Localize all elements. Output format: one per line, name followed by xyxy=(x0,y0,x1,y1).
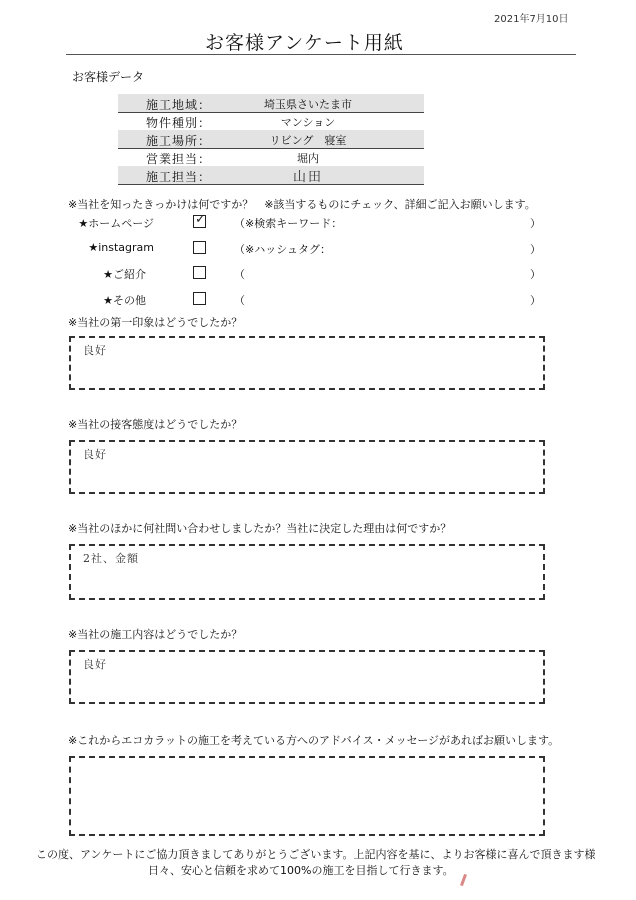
answer-box-work-quality[interactable] xyxy=(69,650,545,704)
check-mark-icon: ✓ xyxy=(195,212,206,227)
option-note: （※ハッシュタグ： xyxy=(234,243,331,256)
title-divider xyxy=(66,54,576,55)
option-note-close: ） xyxy=(530,294,541,307)
checkbox-referral[interactable] xyxy=(193,266,206,279)
customer-row-label: 施工地域： xyxy=(146,98,212,112)
customer-row-location xyxy=(118,130,424,149)
option-note-close: ） xyxy=(530,217,541,230)
customer-row-label: 物件種別： xyxy=(146,116,212,130)
handwritten-answer: 2社、金額 xyxy=(83,552,139,565)
handwritten-answer: 良好 xyxy=(83,344,107,357)
option-label: ★ホームページ xyxy=(78,217,154,230)
customer-row-label: 施工担当： xyxy=(146,170,212,184)
answer-box-advice-message[interactable] xyxy=(69,756,545,836)
question-service-attitude: ※当社の接客態度はどうでしたか？ xyxy=(68,418,243,431)
handwritten-answer: 良好 xyxy=(83,658,107,671)
customer-row-value: 堀内 xyxy=(297,152,319,165)
customer-row-value: マンション xyxy=(280,116,336,129)
customer-row-value: リビング 寝室 xyxy=(269,134,347,147)
question-advice-message: ※これからエコカラットの施工を考えている方へのアドバイス・メッセージがあればお願いします。 xyxy=(68,734,560,747)
red-pen-mark xyxy=(460,874,467,886)
footer-line-1: この度、アンケートにご協力頂きましてありがとうございます。上記内容を基に、よりお客様に喜んで頂きます様 xyxy=(36,848,596,861)
footer-line-2: 日々、安心と信頼を求めて100%の施工を目指して行きます。 xyxy=(148,864,454,877)
customer-row-sales-rep xyxy=(118,148,424,167)
answer-box-first-impression[interactable] xyxy=(69,336,545,390)
customer-section-label: お客様データ xyxy=(72,70,145,84)
page-title: お客様アンケート用紙 xyxy=(205,32,404,54)
customer-row-value: 埼玉県さいたま市 xyxy=(264,98,352,111)
answer-box-other-companies[interactable] xyxy=(69,544,545,600)
option-note: （ xyxy=(234,294,245,307)
question-other-companies: ※当社のほかに何社問い合わせしましたか？当社に決定した理由は何ですか？ xyxy=(68,522,452,535)
question-discovery: ※当社を知ったきっかけは何ですか？ ※該当するものにチェック、詳細ご記入お願いします。 xyxy=(68,198,536,211)
option-note-close: ） xyxy=(530,268,541,281)
customer-row-value: 山田 xyxy=(292,170,323,185)
survey-date: 2021年7月10日 xyxy=(494,14,569,25)
customer-row-property-type xyxy=(118,112,424,131)
question-first-impression: ※当社の第一印象はどうでしたか？ xyxy=(68,316,243,329)
checkbox-homepage[interactable] xyxy=(193,212,206,228)
option-label: ★instagram xyxy=(88,241,154,254)
customer-row-area xyxy=(118,94,424,113)
checkbox-instagram[interactable] xyxy=(193,241,206,254)
option-label: ★ご紹介 xyxy=(103,268,146,281)
customer-row-label: 営業担当： xyxy=(146,152,212,166)
question-work-quality: ※当社の施工内容はどうでしたか？ xyxy=(68,628,243,641)
answer-box-service-attitude[interactable] xyxy=(69,440,545,494)
option-note: （ xyxy=(234,268,245,281)
customer-row-installer xyxy=(118,166,424,185)
handwritten-answer: 良好 xyxy=(83,448,107,461)
checkbox-other[interactable] xyxy=(193,292,206,305)
customer-row-label: 施工場所： xyxy=(146,134,212,148)
option-label: ★その他 xyxy=(103,294,146,307)
option-note-close: ） xyxy=(530,243,541,256)
option-note: （※検索キーワード： xyxy=(234,217,343,230)
